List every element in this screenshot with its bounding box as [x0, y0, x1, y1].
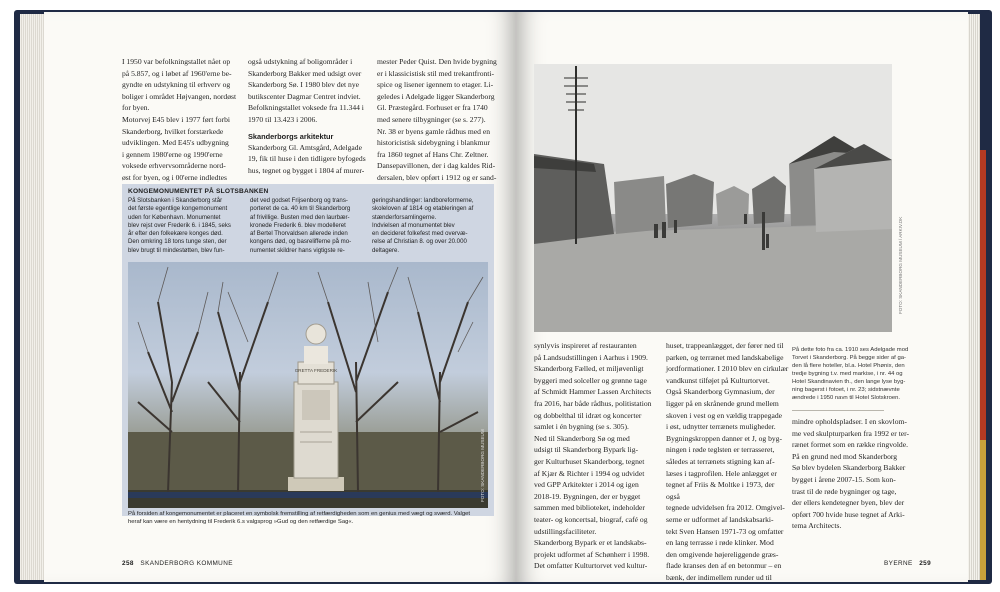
- right-page-edges: [968, 14, 980, 580]
- box-col1-text: På Slotsbanken i Skanderborg står det første egentlige kongemonument uden for København. Monumentet blev rejst over Frederik 6. i 1845, seks år efter den folkekære konges død. Den omkring 18 tons tunge sten, der blev brugt til mindestøtten, blev fun-: [128, 197, 231, 254]
- sidebar-box: [122, 184, 494, 525]
- right-col2-text: huset, trappeanlægget, der fører ned til parken, og terrænet med landskabelige jordformationer. I 2010 blev en cirkulær vandkunst tilføjet på Kulturtorvet. Også Skanderborg Gymnasium, der ligger på en skrånende grund mellem skoven i vest og en vældig trappegade i øst, udnytter terrænets muligheder. Bygningskroppen danner et J, og byg- ningen i røde teglsten er terrasseret, således at terrænets stigning kan af- læses i tagprofilen. Hele anlægget er tegnet af Friis & Moltke i 1973, der også tegnede udvidelsen fra 2012. Omgivel- serne er udformet af landskabsarki- tekt Sven Hansen 1971-73 og omfatter en lang terrasse i røde klinker. Mod den omgivende højereliggende græs- flade kranses den af en betonmur – en bænk, der indimellem runder ud til: [666, 341, 789, 582]
- right-photo-credit: FOTO: SKANDERBORG MUSEUM / ARKIV.DK: [898, 216, 903, 314]
- monument-photo-illustration: [128, 262, 488, 508]
- right-page-number: 259: [919, 560, 932, 567]
- left-col3-text: mester Peder Quist. Den hvide bygning er i klassicistisk stil med trekantfronti- spice og lisener igennem to etager. Li- geledes i Adelgade ligger Skanderborg Gl. Præstegård. Forhuset er fra 1740 med senere tilbygninger (se s. 277). Nr. 38 er byens gamle rådhus med en historicistisk sidebygning i blankmur fra 1860 tegnet af Hans Chr. Zeltner. Dansepavillonen, der i dag kaldes Rid- dersalen, blev opført i 1912 og er sand-: [377, 57, 497, 182]
- street-photo-caption: På dette foto fra ca. 1910 ses Adelgade mod Torvet i Skanderborg. På begge sider af ga- den lå flere hoteller, bl.a. Hotel Phønix, den tredje bygning t.v. med markise, i nr. 44 og Hotel Skandinavien th., den lange lyse byg- ning bagerst i fotoet, i nr. 23; sidstnævnte ændrede i 1950 navn til Hotel Slotskroen.: [792, 347, 909, 401]
- right-col1-text: synlyvis inspireret af restauranten på Landsudstillingen i Aarhus i 1909. Skanderborg Fælled, et miljøvenligt byggeri med solceller og grønne tage af Schmidt Hammer Lassen Architects fra 2016, har både rådhus, politistation og dobbelthal til idræt og koncerter samlet i én bygning (se s. 305). Ned til Skanderborg Sø og med udsigt til Skanderborg Bypark lig- ger Kulturhuset Skanderborg, tegnet af Kjær & Richter i 1994 og udvidet ved GPP Arkitekter i 2014 og igen 2018-19. Bygningen, der er bygget sammen med biblioteket, indeholder teater- og koncertsal, biograf, café og udstillingsfaciliteter. Skanderborg Bypark er et landskabs- projekt udformet af Schønherr i 1998. Det omfatter Kulturtorvet ved kultur-: [534, 341, 652, 571]
- monument-photo: [128, 262, 488, 508]
- right-running-title: BYERNE: [884, 560, 913, 567]
- historic-street-illustration: [534, 64, 892, 332]
- left-col2: [248, 56, 372, 176]
- left-col2b-text: Skanderborg Gl. Amtsgård, Adelgade 19, fik til huse i den tidligere byfogeds hus, tegnet og bygget i 1804 af murer-: [248, 142, 366, 175]
- section-heading: Skanderborgs arkitektur: [248, 131, 334, 141]
- box-col2-text: det ved godset Frijsenborg og trans- porteret de ca. 40 km til Skanderborg af frivillige. Busten med den laurbær- kronede Frederik 6. blev modelleret af Bertel Thorvaldsen allerede inden kongens død, og basrelifferne på mo- numentet skildrer hans vigtigste re-: [250, 197, 352, 254]
- right-folio: [884, 560, 931, 567]
- left-page-number: 258: [122, 560, 134, 567]
- box-col3-text: geringshandlinger: landboreformerne, skoleloven af 1814 og etableringen af stænderforsamlingerne. Indvielsen af monumentet blev en decideret folkefest med overvæ- relse af Christian 8. og over 20.000 deltagere.: [372, 197, 474, 254]
- monument-inscription: GRETTA FREDERIK: [294, 368, 338, 373]
- open-book: [14, 4, 992, 586]
- caption-divider: [792, 410, 884, 411]
- right-col3-text: mindre opholdspladser. I en skovlom- me ved skulpturparken fra 1992 er ter- rænet formet som en række ringvolde. På en grund ned mod Skanderborg Sø blev bydelen Skanderborg Bakker bygget i årene 2007-15. Som kon- trast til de røde bygninger og tage, der ellers kendetegner byen, blev der opført 700 hvide huse tegnet af Arki- tema Architects.: [792, 417, 910, 531]
- left-running-title: SKANDERBORG KOMMUNE: [140, 560, 233, 567]
- right-page: [516, 12, 968, 582]
- left-folio: [122, 560, 233, 567]
- monument-caption: På forsiden af kongemonumentet er placeret en symbolsk fremstilling af retfærdigheden som en genius med vægt og sværd. Valget heraf kan være en hentydning til Frederik 6.s valgsprog »Gud og den retfærdige Sag«.: [128, 511, 471, 525]
- left-col1-text: I 1950 var befolkningstallet nået op på 5.857, og i løbet af 1960'erne be- gyndte en udstykning til erhverv og boliger i området Højvangen, nordøst for byen. Motorvej E45 blev i 1977 ført forbi Skanderborg, hvilket forstærkede udviklingen. Med E45's udbygning i gennem 1980'erne og 1990'erne voksede erhvervsområderne nord- øst for byen, og i 00'erne indledtes: [122, 57, 237, 182]
- left-page: [44, 12, 516, 582]
- historic-street-photo: [534, 64, 903, 332]
- left-photo-credit: FOTO: SKANDERBORG MUSEUM: [480, 429, 485, 502]
- left-col2a-text: også udstykning af boligområder i Skanderborg Bakker med udsigt over Skanderborg Sø. I 1980 blev det nye butikscenter Dagmar Centret indviet. Befolkningstallet voksede fra 11.344 i 1970 til 13.423 i 2006.: [248, 57, 364, 124]
- box-title: KONGEMONUMENTET PÅ SLOTSBANKEN: [128, 188, 269, 195]
